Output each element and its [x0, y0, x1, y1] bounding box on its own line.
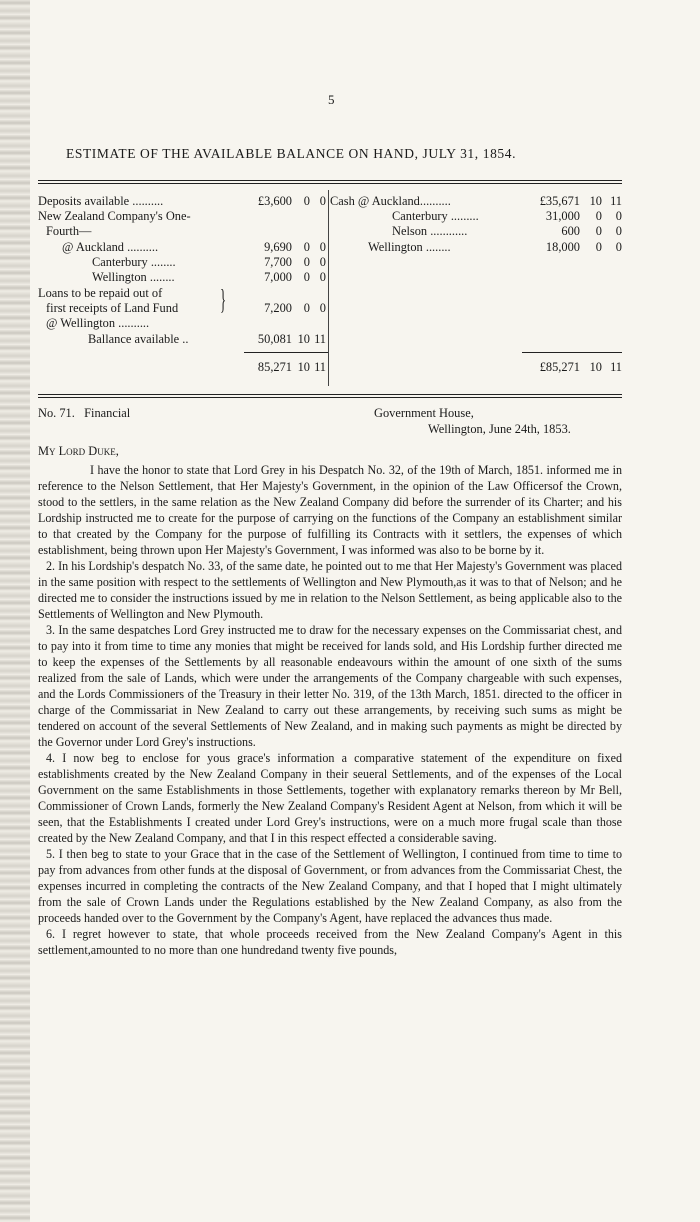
paragraph: I have the honor to state that Lord Grey in his Despatch No. 32, of the 19th of March, 1851. informed me in reference to the Nelson Settlement, that Her Majesty's Government, in the opinion of the Law Officersof the Crown, stood to the settlers, in the same relation as the New Zealand Company did before the surrender of its Charter; and his Lordship instructed me to create for the purpose of carrying on the functions of the Company an establishment similar to that created by the Company for the purpose of fulfilling its Contracts with it settlers, the expenses of which establishment, being thrown upon Her Majesty's Government, I was informed was also to be borne by it.	[38, 463, 622, 557]
top-rule	[38, 180, 622, 181]
letter-body	[38, 462, 622, 958]
paragraph: 2. In his Lordship's despatch No. 33, of the same date, he pointed out to me that Her Majesty's Government was placed in the same position with respect to the settlements of Wellington and New Plymouth,as it was to that of Nelson; and he directed me to consider the instructions issued by me in relation to the Nelson Settlement, as being applicable also to the Settlements of Wellington and New Plymouth.	[38, 559, 622, 621]
bottom-rule-double	[38, 397, 622, 398]
curly-brace: }	[220, 285, 227, 316]
column-divider	[328, 190, 329, 386]
sum-rule-right	[522, 352, 622, 353]
memo-subject: Financial	[84, 406, 131, 420]
paragraph: 5. I then beg to state to your Grace that in the case of the Settlement of Wellington, I continued from time to time to pay from advances from other funds at the disposal of Government, or from advances from the Commissariat Chest, the expenses incurred in completing the contracts of the New Zealand Company, and that I hoped that I might ultimately from the sale of Crown Lands under the Regulations established by the New Zealand Company, as also from the proceeds handed over to the Government by the Company's Agent, have replaced the advances thus made.	[38, 847, 622, 925]
salutation: My Lord Duke,	[38, 444, 119, 458]
memo-number: No. 71.	[38, 406, 75, 420]
paragraph: 4. I now beg to enclose for yous grace's information a comparative statement of the expenditure on fixed establishments created by the New Zealand Company in their seueral Settlements, and of the expenses of the Local Government on the same Establishments in those Settlements, together with explanatory remarks thereon by Mr Bell, Commissioner of Crown Lands, formerly the New Zealand Company's Resident Agent at Nelson, from which it will be seen, that the Establishments I created under Lord Grey's instructions, were on a much more frugal scale than those created by the New Zealand Company, and that I in this respect effected a considerable saving.	[38, 751, 622, 845]
paragraph: 3. In the same despatches Lord Grey instructed me to draw for the necessary expenses on the Commissariat chest, and to pay into it from time to time any monies that might be received for lands sold, and His Lordship further directed me to keep the expenses of the Settlements by all reasonable endeavours within the amount of one sixth of the sums realized from the sale of Lands, which were under the arrangements of the Company chargeable with such expenses, and the Lords Commissioners of the Treasury in their letter No. 319, of the 13th March, 1851. directed to the officer in charge of the Commissariat in New Zealand to carry out these arrangements, by receiving such sums as might be tendered on account of the several Settlements of New Zealand, and in making such payments as might be directed by the Governor under Lord Grey's instructions.	[38, 623, 622, 749]
address-line-2: Wellington, June 24th, 1853.	[428, 422, 571, 436]
address-line-1: Government House,	[374, 406, 474, 420]
bottom-rule	[38, 394, 622, 395]
paragraph: 6. I regret however to state, that whole proceeds received from the New Zealand Company's Agent in this settlement,amounted to no more than one hundredand twenty five pounds,	[38, 927, 622, 957]
scanned-page-edge	[0, 0, 30, 1222]
page-title: ESTIMATE OF THE AVAILABLE BALANCE ON HAND, JULY 31, 1854.	[66, 146, 517, 161]
sum-rule-left	[244, 352, 328, 353]
page-number: 5	[328, 92, 335, 107]
top-rule-double	[38, 183, 622, 184]
